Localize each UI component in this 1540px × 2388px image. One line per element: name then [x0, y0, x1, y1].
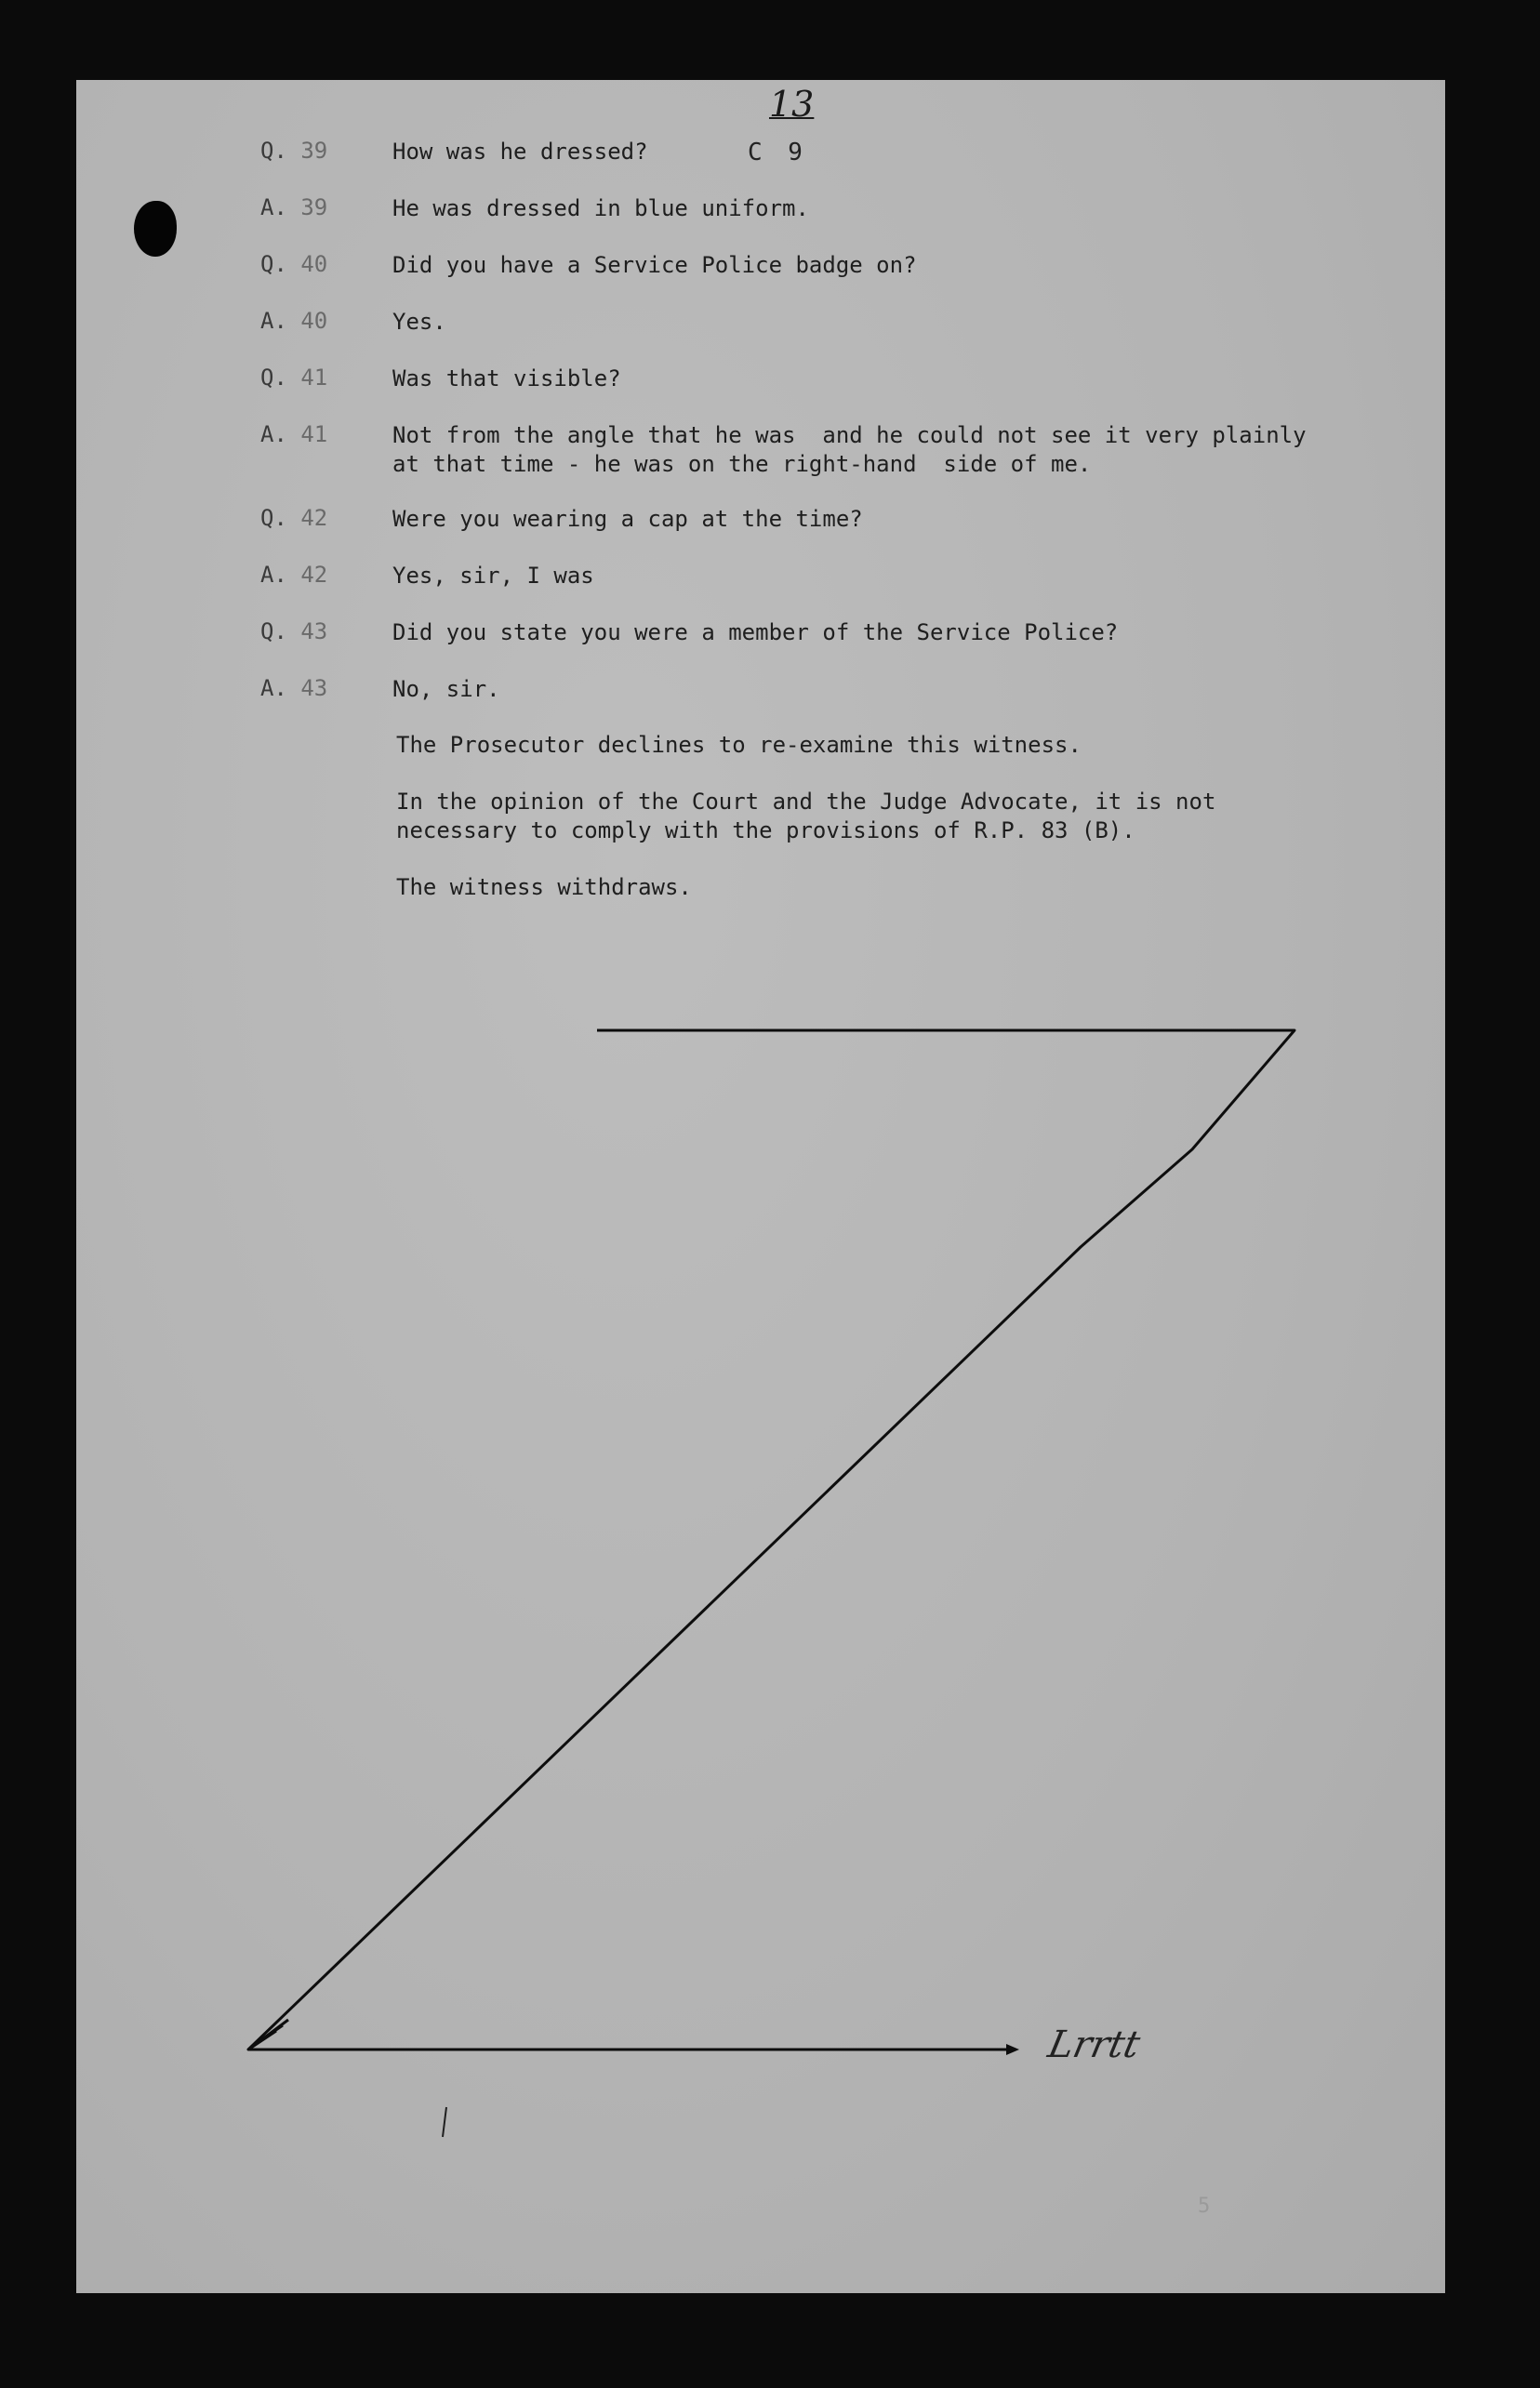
prosecutor-statement: The Prosecutor declines to re-examine this witness. — [396, 732, 1082, 758]
qa-tag: A. 39 — [260, 194, 328, 220]
initials-signature: Lrrtt — [1044, 2023, 1144, 2066]
qa-tag: A. 42 — [260, 562, 328, 588]
qa-text: No, sir. — [392, 676, 500, 702]
qa-tag: Q. 40 — [260, 251, 328, 277]
qa-text: Were you wearing a cap at the time? — [392, 506, 863, 532]
witness-withdraws-statement: The witness withdraws. — [396, 874, 692, 900]
qa-text: Was that visible? — [392, 365, 621, 391]
folio-number: 13 — [769, 84, 815, 125]
qa-text: Did you state you were a member of the Service Police? — [392, 619, 1119, 645]
qa-text: He was dressed in blue uniform. — [392, 195, 809, 221]
qa-tag: Q. 43 — [260, 618, 328, 644]
qa-tag: A. 41 — [260, 421, 328, 447]
qa-text: How was he dressed? — [392, 139, 648, 165]
qa-text: Yes, sir, I was — [392, 563, 594, 589]
qa-tag: Q. 39 — [260, 138, 328, 164]
qa-tag: A. 40 — [260, 308, 328, 334]
qa-tag: Q. 41 — [260, 365, 328, 391]
document-page — [76, 80, 1445, 2293]
qa-tag: Q. 42 — [260, 505, 328, 531]
qa-tag: A. 43 — [260, 675, 328, 701]
court-opinion-statement: In the opinion of the Court and the Judge Advocate, it is not necessary to comply with the provisions of R.P. 83 (B). — [396, 789, 1216, 843]
z-cancellation-line — [76, 80, 1445, 2293]
qa-text: Did you have a Service Police badge on? — [392, 252, 917, 278]
qa-text: Yes. — [392, 309, 446, 335]
page-reference: C 9 — [748, 139, 808, 166]
margin-mark: 5 — [1198, 2195, 1211, 2218]
qa-text: Not from the angle that he was and he could not see it very plainly at that time - he was on the right-hand side of me. — [392, 422, 1307, 477]
